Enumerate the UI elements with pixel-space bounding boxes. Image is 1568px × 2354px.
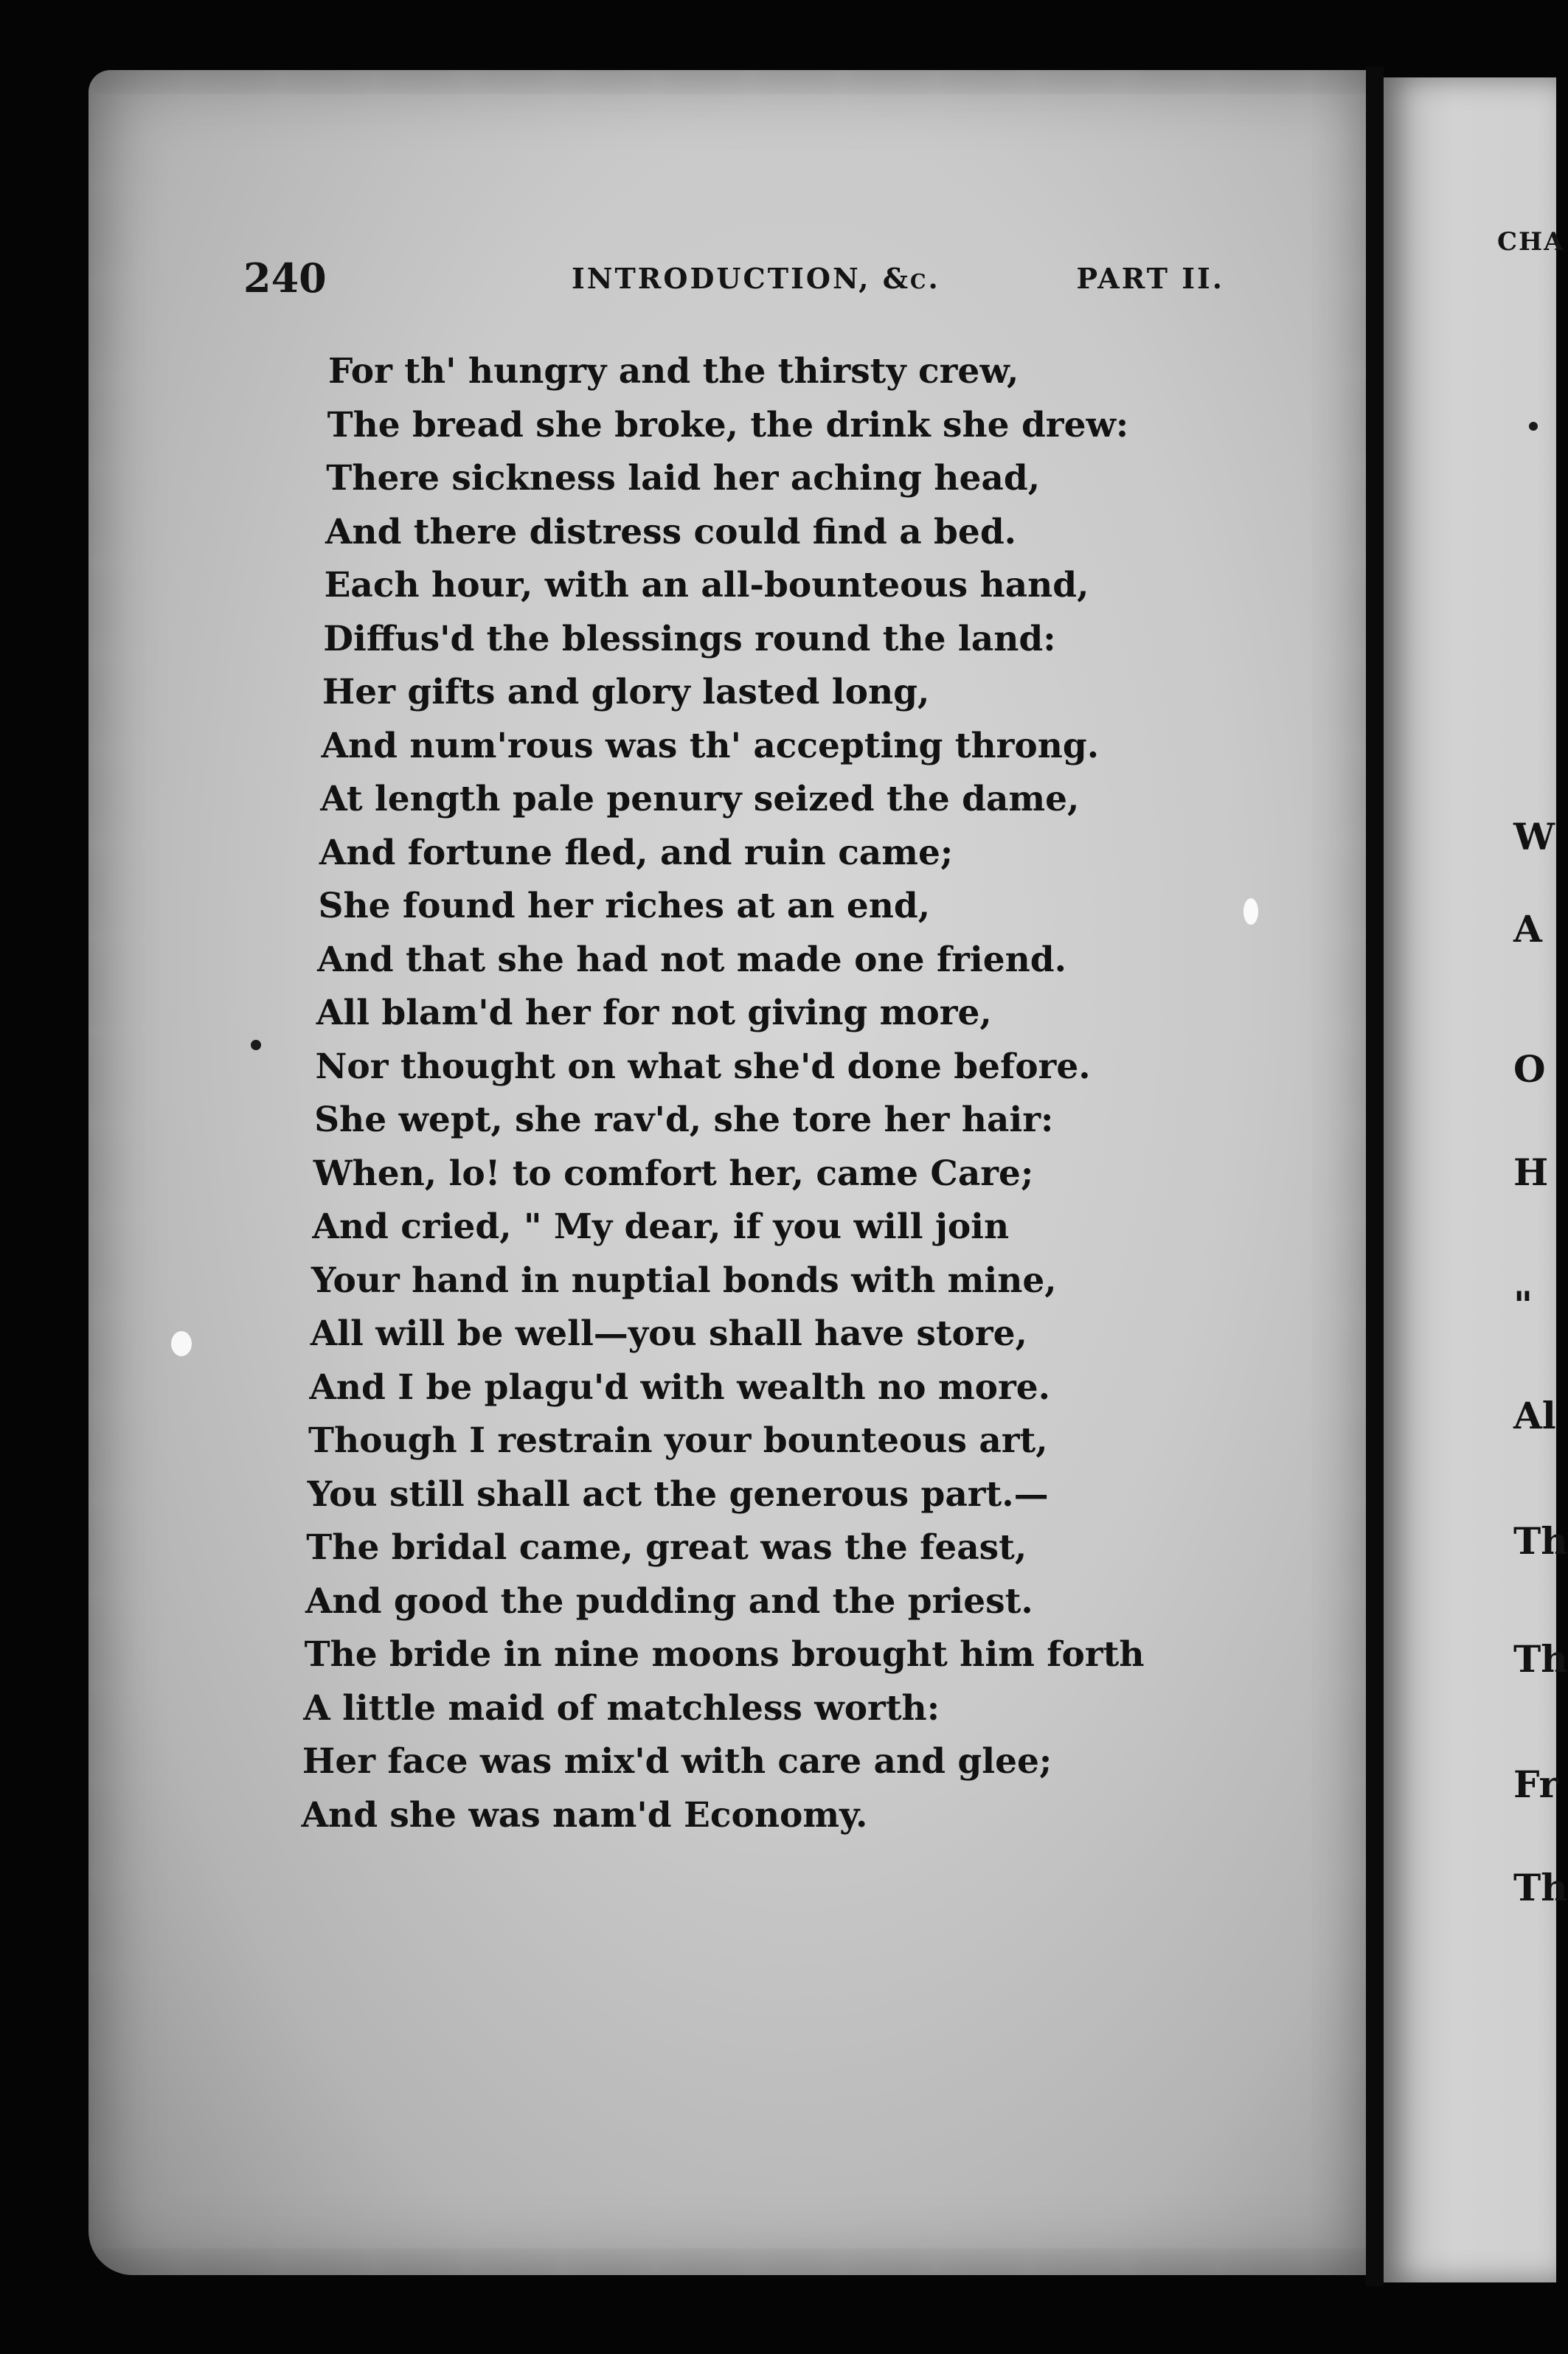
- poem-line: There sickness laid her aching head,: [326, 458, 1041, 499]
- poem-line: Your hand in nuptial bonds with mine,: [311, 1260, 1057, 1301]
- poem-line: All blam'd her for not giving more,: [316, 993, 992, 1033]
- facing-page-line-start: H: [1513, 1150, 1549, 1194]
- poem-line: The bread she broke, the drink she drew:: [327, 404, 1129, 445]
- page-header: [243, 254, 1224, 306]
- poem-line: A little maid of matchless worth:: [303, 1687, 940, 1729]
- poem-line: When, lo! to comfort her, came Care;: [313, 1153, 1034, 1194]
- poem-line: And fortune fled, and ruin came;: [319, 832, 954, 873]
- poem-line: At length pale penury seized the dame,: [320, 779, 1080, 819]
- scan-speck: [1529, 422, 1538, 431]
- facing-page-line-start: Al: [1513, 1394, 1556, 1437]
- facing-page-line-start: Th: [1513, 1866, 1568, 1909]
- facing-page-line-start: O: [1513, 1047, 1546, 1091]
- scan-highlight: [1243, 898, 1258, 925]
- facing-page-line-start: A: [1513, 907, 1542, 951]
- poem-line: And I be plagu'd with wealth no more.: [309, 1367, 1050, 1408]
- poem-line: The bride in nine moons brought him forth: [304, 1634, 1145, 1675]
- poem-line: And cried, " My dear, if you will join: [312, 1206, 1010, 1247]
- poem-line: And that she had not made one friend.: [317, 939, 1066, 980]
- facing-page-line-start: Th: [1513, 1637, 1568, 1681]
- poem-line: And good the pudding and the priest.: [305, 1580, 1033, 1622]
- facing-page-line-start: ": [1513, 1283, 1533, 1327]
- page-number: 240: [243, 254, 327, 302]
- book-gutter: [1366, 66, 1384, 2286]
- part-label: PART II.: [1076, 262, 1224, 295]
- poem-line: And num'rous was th' accepting throng.: [321, 725, 1100, 766]
- scan-highlight: [171, 1331, 192, 1356]
- facing-page-line-start: Fr: [1513, 1763, 1558, 1806]
- poem-line: All will be well—you shall have store,: [310, 1313, 1027, 1354]
- facing-page-line-start: W: [1513, 815, 1555, 858]
- poem-line: Her face was mix'd with care and glee;: [302, 1741, 1052, 1782]
- poem-line: And there distress could find a bed.: [325, 511, 1017, 552]
- facing-page-header: CHA: [1497, 227, 1565, 257]
- poem-line: Each hour, with an all-bounteous hand,: [324, 565, 1089, 605]
- poem-line: The bridal came, great was the feast,: [306, 1527, 1027, 1568]
- poem-line: She found her riches at an end,: [318, 886, 931, 926]
- facing-page-line-start: Th: [1513, 1519, 1568, 1563]
- poem-line: Though I restrain your bounteous art,: [308, 1420, 1048, 1461]
- poem-line: Diffus'd the blessings round the land:: [323, 618, 1056, 659]
- poem-line: And she was nam'd Economy.: [301, 1794, 868, 1836]
- poem-line: Her gifts and glory lasted long,: [322, 672, 930, 712]
- running-title: INTRODUCTION, &c.: [572, 262, 940, 295]
- poem-body: [301, 345, 1213, 1842]
- poem-line: She wept, she rav'd, she tore her hair:: [314, 1100, 1054, 1140]
- poem-line: Nor thought on what she'd done before.: [315, 1046, 1091, 1087]
- poem-line: For th' hungry and the thirsty crew,: [328, 351, 1019, 392]
- scan-speck: [251, 1040, 261, 1050]
- poem-line: You still shall act the generous part.—: [307, 1473, 1049, 1515]
